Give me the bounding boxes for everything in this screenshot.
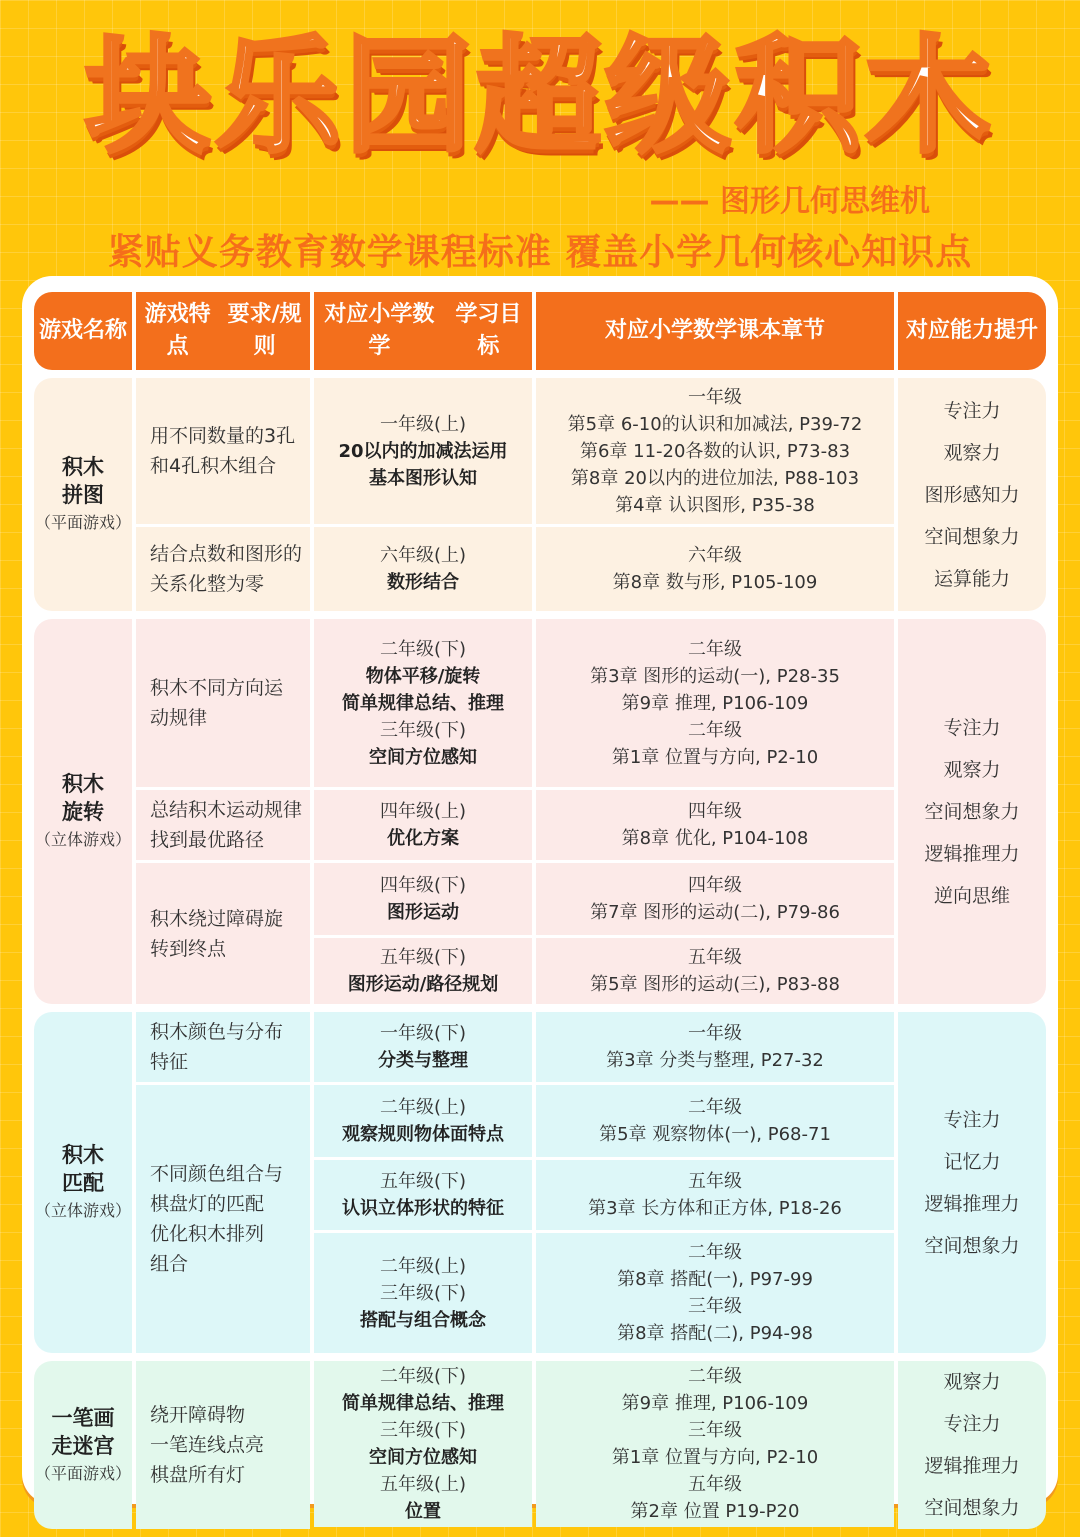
row-gap: [536, 1529, 894, 1537]
column-header: [136, 292, 310, 370]
game-name-cell: [34, 378, 132, 611]
rule-line: 积木绕过障碍旋: [150, 907, 284, 930]
row-gap: [536, 1004, 894, 1012]
ability-item: 空间想象力: [924, 1497, 1020, 1519]
ability-item: 逆向思维: [933, 884, 1010, 907]
ability-item: 专注力: [943, 399, 1001, 422]
chapter-line: 第9章 推理, P106-109: [621, 692, 809, 714]
goal-line: 图形运动/路径规划: [347, 974, 499, 995]
chapter-line: 三年级: [688, 1296, 742, 1317]
row-gap: [34, 1353, 132, 1361]
rule-line: 特征: [150, 1051, 189, 1073]
column-header-line: 对应小学数学: [324, 302, 435, 359]
goal-cell: [314, 1361, 532, 1527]
row-gap: [898, 611, 1046, 619]
goal-line: 空间方位感知: [369, 1447, 477, 1468]
row-gap: [898, 1353, 1046, 1361]
chapter-line: 第1章 位置与方向, P2-10: [611, 746, 819, 768]
chapter-cell: [536, 1082, 894, 1157]
column-header-line: 游戏: [38, 318, 83, 343]
row-gap: [136, 1353, 310, 1361]
chapter-line: 四年级: [688, 875, 742, 896]
rule-line: 不同颜色组合与: [150, 1163, 284, 1185]
column-header-line: 要求/规则: [227, 302, 302, 359]
game-name: 走迷宫: [51, 1433, 115, 1458]
chapter-line: 五年级: [688, 947, 742, 968]
row-gap: [136, 1004, 310, 1012]
goal-line: 四年级(上): [379, 801, 467, 822]
row-gap: [536, 370, 894, 378]
goal-line: 位置: [405, 1501, 441, 1522]
chapter-line: 四年级: [688, 801, 742, 822]
chapter-line: 第3章 分类与整理, P27-32: [606, 1050, 824, 1071]
column-header: [314, 292, 532, 370]
ability-item: 运算能力: [933, 567, 1010, 590]
row-gap: [314, 1353, 532, 1361]
row-gap: [314, 1529, 532, 1537]
row-gap: [536, 1353, 894, 1361]
ability-cell: [898, 378, 1046, 611]
rule-line: 绕开障碍物: [150, 1404, 246, 1426]
chapter-cell: [536, 787, 894, 860]
goal-line: 二年级(上): [379, 1255, 467, 1277]
chapter-line: 二年级: [688, 719, 742, 741]
goal-cell: [314, 524, 532, 611]
chapter-cell: [536, 524, 894, 611]
game-name-cell: [34, 1012, 132, 1353]
chapter-cell: [536, 1230, 894, 1353]
game-type: （平面游戏）: [34, 513, 131, 532]
goal-line: 五年级(下): [379, 1171, 467, 1192]
chapter-cell: [536, 1157, 894, 1230]
rule-line: 转到终点: [150, 937, 227, 960]
chapter-line: 二年级: [688, 1242, 742, 1263]
goal-cell: [314, 1157, 532, 1230]
goal-cell: [314, 1082, 532, 1157]
chapter-line: 第8章 搭配(二), P94-98: [617, 1323, 813, 1344]
game-name: 积木: [62, 1143, 104, 1167]
column-header-line: 名称: [83, 318, 128, 343]
game-name: 积木: [62, 455, 104, 479]
column-header: [898, 292, 1046, 370]
chapter-line: 五年级: [688, 1171, 742, 1192]
ability-item: 观察力: [943, 1371, 1001, 1393]
row-gap: [898, 370, 1046, 378]
rule-line: 关系化整为零: [150, 573, 265, 595]
rule-cell: [136, 860, 310, 1004]
rule-line: 结合点数和图形的: [150, 543, 303, 565]
column-header-line: 课本章节: [737, 318, 826, 343]
ability-cell: [898, 1361, 1046, 1529]
chapter-line: 第4章 认识图形, P35-38: [615, 494, 815, 516]
rule-cell: [136, 787, 310, 860]
goal-line: 数形结合: [387, 572, 459, 593]
column-header-line: 对应小学数学: [604, 318, 737, 343]
ability-item: 图形感知力: [924, 483, 1020, 506]
chapter-line: 一年级: [688, 386, 742, 408]
goal-line: 五年级(上): [379, 1474, 467, 1495]
game-name: 积木: [62, 772, 104, 796]
row-gap: [34, 1529, 132, 1537]
goal-line: 简单规律总结、推理: [342, 692, 504, 714]
goal-cell: [314, 1230, 532, 1353]
ability-item: 观察力: [943, 441, 1001, 464]
game-name: 拼图: [62, 483, 104, 507]
chapter-cell: [536, 378, 894, 524]
rule-line: 和4孔积木组合: [150, 455, 277, 477]
ability-item: 专注力: [943, 1413, 1001, 1435]
chapter-cell: [536, 1012, 894, 1082]
rule-cell: [136, 1012, 310, 1082]
rule-line: 棋盘所有灯: [150, 1464, 246, 1486]
column-header-line: 对应能力: [905, 318, 994, 343]
row-gap: [136, 370, 310, 378]
poster-title: 块乐园超级积木: [85, 23, 995, 170]
chapter-line: 第9章 推理, P106-109: [621, 1393, 809, 1414]
chapter-line: 第5章 6-10的认识和加减法, P39-72: [567, 413, 863, 435]
rule-line: 用不同数量的3孔: [150, 425, 296, 447]
row-gap: [136, 1529, 310, 1537]
ability-item: 逻辑推理力: [924, 1192, 1020, 1215]
game-type: （平面游戏）: [34, 1463, 131, 1483]
chapter-line: 五年级: [688, 1474, 742, 1495]
chapter-cell: [536, 1361, 894, 1527]
chapter-line: 第5章 观察物体(一), P68-71: [599, 1124, 831, 1145]
chapter-line: 六年级: [688, 545, 742, 566]
game-name: 一笔画: [51, 1405, 115, 1430]
ability-item: 专注力: [943, 716, 1001, 739]
goal-line: 空间方位感知: [369, 746, 477, 768]
rule-line: 总结积木运动规律: [150, 799, 303, 821]
goal-line: 20以内的加减法运用: [338, 440, 508, 462]
poster-tagline: 紧贴义务教育数学课程标准 覆盖小学几何核心知识点: [107, 232, 973, 273]
ability-item: 空间想象力: [924, 1234, 1020, 1257]
chapter-line: 二年级: [688, 1097, 742, 1118]
goal-line: 三年级(下): [379, 1282, 467, 1304]
goal-line: 三年级(下): [379, 719, 467, 741]
ability-cell: [898, 1012, 1046, 1353]
goal-line: 二年级(上): [379, 1097, 467, 1118]
goal-line: 搭配与组合概念: [360, 1309, 486, 1331]
column-header: [34, 292, 132, 370]
ability-item: 空间想象力: [924, 800, 1020, 823]
game-type: （立体游戏）: [34, 1201, 131, 1220]
chapter-line: 第1章 位置与方向, P2-10: [611, 1447, 819, 1468]
goal-line: 优化方案: [387, 828, 459, 849]
goal-cell: [314, 860, 532, 935]
ability-item: 逻辑推理力: [924, 842, 1020, 865]
rule-line: 找到最优路径: [150, 829, 265, 851]
row-gap: [536, 611, 894, 619]
goal-line: 一年级(下): [379, 1023, 467, 1044]
chapter-line: 第7章 图形的运动(二), P79-86: [590, 902, 840, 923]
goal-line: 二年级(下): [379, 638, 467, 660]
rule-line: 一笔连线点亮: [150, 1434, 265, 1456]
rule-cell: [136, 378, 310, 524]
ability-item: 逻辑推理力: [924, 1455, 1020, 1477]
chapter-line: 第8章 数与形, P105-109: [612, 572, 818, 593]
goal-line: 物体平移/旋转: [365, 665, 481, 687]
ability-item: 观察力: [943, 758, 1001, 781]
column-header-line: 游戏特点: [144, 302, 211, 359]
goal-line: 三年级(下): [379, 1420, 467, 1441]
game-name: 匹配: [62, 1171, 104, 1195]
poster-subtitle: —— 图形几何思维机: [649, 184, 930, 219]
game-type: （立体游戏）: [34, 830, 131, 849]
rule-cell: [136, 1361, 310, 1529]
rule-cell: [136, 1082, 310, 1353]
goal-line: 五年级(下): [379, 947, 467, 968]
goal-line: 简单规律总结、推理: [342, 1393, 504, 1414]
chapter-line: 第8章 搭配(一), P97-99: [617, 1269, 813, 1290]
chapter-cell: [536, 860, 894, 935]
goal-line: 一年级(上): [379, 413, 467, 435]
rule-line: 组合: [150, 1253, 189, 1275]
goal-line: 二年级(下): [379, 1366, 467, 1387]
rule-cell: [136, 619, 310, 787]
ability-item: 记忆力: [943, 1150, 1001, 1173]
column-header-line: 提升: [994, 318, 1039, 343]
chapter-cell: [536, 935, 894, 1004]
game-name: 旋转: [62, 800, 104, 824]
goal-line: 基本图形认知: [369, 467, 477, 489]
column-header-line: 学习目标: [455, 302, 522, 359]
goal-line: 四年级(下): [379, 875, 467, 896]
chapter-line: 二年级: [688, 1366, 742, 1387]
goal-cell: [314, 378, 532, 524]
row-gap: [34, 1004, 132, 1012]
chapter-line: 第6章 11-20各数的认识, P73-83: [579, 440, 851, 462]
chapter-line: 第8章 20以内的进位加法, P88-103: [570, 467, 860, 489]
game-name-cell: [34, 619, 132, 1004]
goal-cell: [314, 1012, 532, 1082]
rule-cell: [136, 524, 310, 611]
chapter-cell: [536, 619, 894, 787]
curriculum-table: [34, 292, 1046, 1537]
chapter-line: 二年级: [688, 638, 742, 660]
row-gap: [314, 1004, 532, 1012]
row-gap: [34, 611, 132, 619]
goal-line: 观察规则物体面特点: [342, 1124, 504, 1145]
chapter-line: 第3章 图形的运动(一), P28-35: [590, 665, 840, 687]
row-gap: [136, 611, 310, 619]
rule-line: 动规律: [150, 707, 208, 729]
row-gap: [314, 611, 532, 619]
ability-cell: [898, 619, 1046, 1004]
row-gap: [314, 370, 532, 378]
chapter-line: 三年级: [688, 1420, 742, 1441]
row-gap: [898, 1529, 1046, 1537]
rule-line: 积木颜色与分布: [150, 1021, 284, 1043]
game-name-cell: [34, 1361, 132, 1529]
rule-line: 棋盘灯的匹配: [150, 1193, 265, 1215]
goal-cell: [314, 619, 532, 787]
rule-line: 优化积木排列: [150, 1223, 265, 1245]
goal-line: 认识立体形状的特征: [342, 1198, 504, 1219]
chapter-line: 第2章 位置 P19-P20: [630, 1501, 800, 1522]
goal-cell: [314, 787, 532, 860]
goal-line: 图形运动: [387, 902, 459, 923]
row-gap: [898, 1004, 1046, 1012]
ability-item: 专注力: [943, 1108, 1001, 1131]
row-gap: [34, 370, 132, 378]
column-header: [536, 292, 894, 370]
ability-item: 空间想象力: [924, 525, 1020, 548]
chapter-line: 第5章 图形的运动(三), P83-88: [590, 974, 840, 995]
goal-line: 分类与整理: [378, 1050, 468, 1071]
chapter-line: 一年级: [688, 1023, 742, 1044]
rule-line: 积木不同方向运: [150, 677, 284, 699]
chapter-line: 第3章 长方体和正方体, P18-26: [588, 1198, 842, 1219]
chapter-line: 第8章 优化, P104-108: [621, 828, 809, 849]
goal-line: 六年级(上): [379, 545, 467, 566]
goal-cell: [314, 935, 532, 1004]
